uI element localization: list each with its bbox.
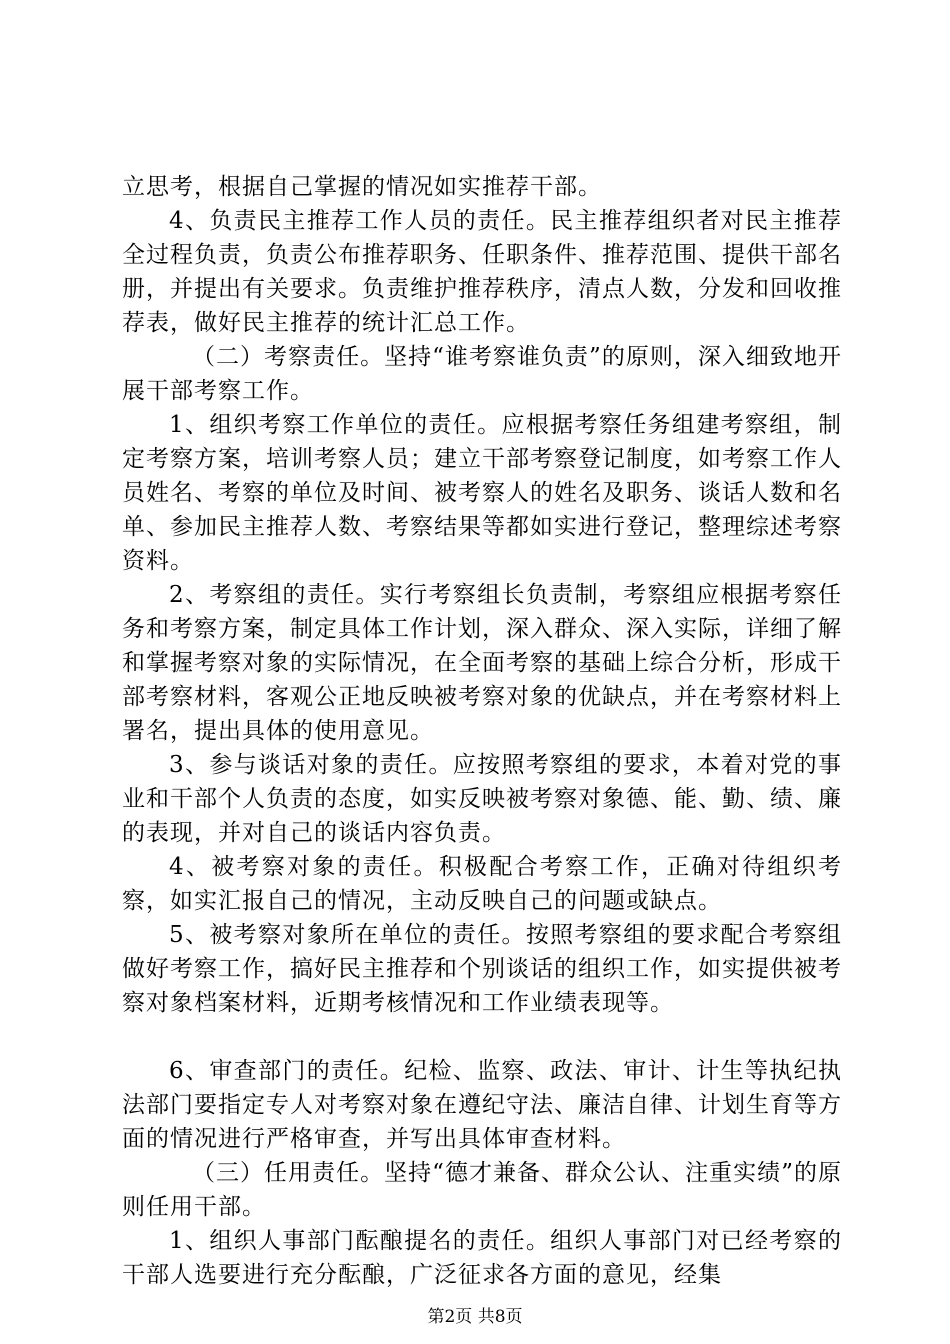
paragraph-inspection-team: 2、考察组的责任。实行考察组长负责制，考察组应根据考察任务和考察方案，制定具体工作计划，深入群众、深入实际，详细了解和掌握考察对象的实际情况，在全面考察的基础上综合分析，形成干部考察材料，客观公正地反映被考察对象的优缺点，并在考察材料上署名，提出具体的使用意见。 — [122, 582, 842, 744]
paragraph-inspected-person: 4、被考察对象的责任。积极配合考察工作，正确对待组织考察，如实汇报自己的情况，主动反映自己的问题或缺点。 — [122, 854, 842, 914]
paragraph-inspection-unit: 1、组织考察工作单位的责任。应根据考察任务组建考察组，制定考察方案，培训考察人员；建立干部考察登记制度，如考察工作人员姓名、考察的单位及时间、被考察人的姓名及职务、谈话人数和名单、参加民主推荐人数、考察结果等都如实进行登记，整理综述考察资料。 — [122, 412, 842, 574]
paragraph-interviewees: 3、参与谈话对象的责任。应按照考察组的要求，本着对党的事业和干部个人负责的态度，如实反映被考察对象德、能、勤、绩、廉的表现，并对自己的谈话内容负责。 — [122, 752, 842, 846]
document-body — [122, 170, 842, 1292]
paragraph-inspected-unit: 5、被考察对象所在单位的责任。按照考察组的要求配合考察组做好考察工作，搞好民主推荐和个别谈话的组织工作，如实提供被考察对象档案材料，近期考核情况和工作业绩表现等。 — [122, 922, 842, 1016]
paragraph-gap — [122, 1020, 842, 1054]
paragraph-review-departments: 6、审查部门的责任。纪检、监察、政法、审计、计生等执纪执法部门要指定专人对考察对象在遵纪守法、廉洁自律、计划生育等方面的情况进行严格审查，并写出具体审查材料。 — [122, 1058, 842, 1152]
paragraph-recommend-staff: 4、负责民主推荐工作人员的责任。民主推荐组织者对民主推荐全过程负责，负责公布推荐职务、任职条件、推荐范围、提供干部名册，并提出有关要求。负责维护推荐秩序，清点人数，分发和回收推荐表，做好民主推荐的统计汇总工作。 — [122, 208, 842, 336]
page-number-footer: 第2页 共8页 — [427, 1307, 523, 1327]
paragraph-continuation: 立思考，根据自己掌握的情况如实推荐干部。 — [122, 174, 602, 200]
section-heading-inspection: （二）考察责任。坚持“谁考察谁负责”的原则，深入细致地开展干部考察工作。 — [122, 344, 842, 404]
paragraph-nomination: 1、组织人事部门酝酿提名的责任。组织人事部门对已经考察的干部人选要进行充分酝酿，广泛征求各方面的意见，经集 — [122, 1228, 842, 1288]
section-heading-appointment: （三）任用责任。坚持“德才兼备、群众公认、注重实绩”的原则任用干部。 — [122, 1160, 842, 1220]
